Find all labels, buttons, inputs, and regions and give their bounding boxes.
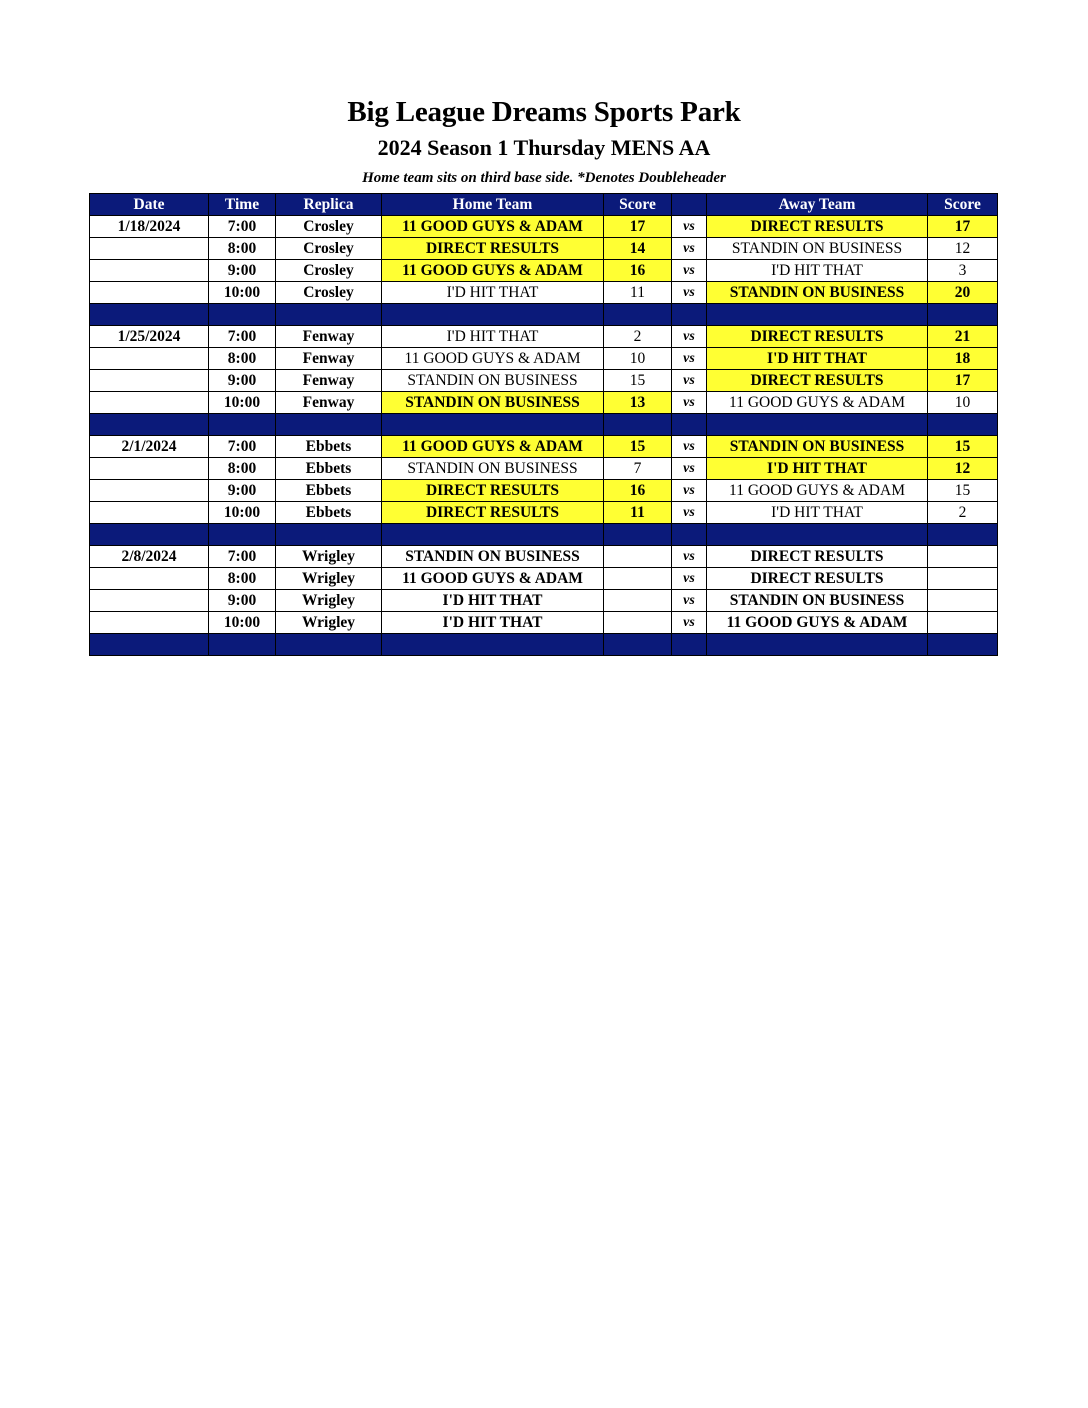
home-score-cell: 14 bbox=[604, 238, 672, 260]
replica-cell: Fenway bbox=[276, 370, 382, 392]
separator-cell bbox=[707, 524, 928, 546]
vs-cell: vs bbox=[672, 502, 707, 524]
separator-cell bbox=[276, 634, 382, 656]
separator-cell bbox=[209, 634, 276, 656]
separator-cell bbox=[276, 304, 382, 326]
time-cell: 7:00 bbox=[209, 216, 276, 238]
away-team-cell: STANDIN ON BUSINESS bbox=[707, 590, 928, 612]
separator-cell bbox=[382, 304, 604, 326]
home-score-cell: 10 bbox=[604, 348, 672, 370]
schedule-table bbox=[89, 193, 998, 656]
home-score-cell: 7 bbox=[604, 458, 672, 480]
home-team-cell: I'D HIT THAT bbox=[382, 326, 604, 348]
game-row bbox=[90, 348, 998, 370]
away-team-cell: DIRECT RESULTS bbox=[707, 216, 928, 238]
away-team-cell: 11 GOOD GUYS & ADAM bbox=[707, 392, 928, 414]
away-score-cell: 15 bbox=[928, 480, 998, 502]
date-cell bbox=[90, 568, 209, 590]
home-team-cell: I'D HIT THAT bbox=[382, 612, 604, 634]
date-cell bbox=[90, 612, 209, 634]
col-header-home-team: Home Team bbox=[382, 194, 604, 216]
separator-cell bbox=[672, 634, 707, 656]
away-score-cell bbox=[928, 546, 998, 568]
away-score-cell bbox=[928, 590, 998, 612]
game-row bbox=[90, 326, 998, 348]
away-score-cell: 15 bbox=[928, 436, 998, 458]
home-score-cell bbox=[604, 546, 672, 568]
time-cell: 9:00 bbox=[209, 370, 276, 392]
game-row bbox=[90, 612, 998, 634]
col-header-replica: Replica bbox=[276, 194, 382, 216]
game-row bbox=[90, 458, 998, 480]
time-cell: 7:00 bbox=[209, 436, 276, 458]
home-score-cell: 13 bbox=[604, 392, 672, 414]
time-cell: 10:00 bbox=[209, 392, 276, 414]
home-team-cell: STANDIN ON BUSINESS bbox=[382, 458, 604, 480]
time-cell: 8:00 bbox=[209, 568, 276, 590]
away-team-cell: 11 GOOD GUYS & ADAM bbox=[707, 612, 928, 634]
vs-cell: vs bbox=[672, 326, 707, 348]
vs-cell: vs bbox=[672, 392, 707, 414]
replica-cell: Ebbets bbox=[276, 458, 382, 480]
away-score-cell: 10 bbox=[928, 392, 998, 414]
away-score-cell: 20 bbox=[928, 282, 998, 304]
away-score-cell: 17 bbox=[928, 370, 998, 392]
replica-cell: Ebbets bbox=[276, 480, 382, 502]
home-score-cell: 15 bbox=[604, 436, 672, 458]
col-header-away-team: Away Team bbox=[707, 194, 928, 216]
home-team-cell: 11 GOOD GUYS & ADAM bbox=[382, 436, 604, 458]
separator-cell bbox=[90, 304, 209, 326]
replica-cell: Crosley bbox=[276, 216, 382, 238]
home-team-cell: STANDIN ON BUSINESS bbox=[382, 370, 604, 392]
game-row bbox=[90, 238, 998, 260]
game-row bbox=[90, 546, 998, 568]
separator-cell bbox=[604, 524, 672, 546]
separator-cell bbox=[382, 634, 604, 656]
col-header-away-score: Score bbox=[928, 194, 998, 216]
home-score-cell: 11 bbox=[604, 502, 672, 524]
away-score-cell bbox=[928, 612, 998, 634]
date-cell bbox=[90, 458, 209, 480]
home-score-cell bbox=[604, 568, 672, 590]
home-score-cell: 15 bbox=[604, 370, 672, 392]
away-score-cell: 17 bbox=[928, 216, 998, 238]
vs-cell: vs bbox=[672, 458, 707, 480]
time-cell: 10:00 bbox=[209, 282, 276, 304]
away-team-cell: STANDIN ON BUSINESS bbox=[707, 238, 928, 260]
separator-cell bbox=[928, 634, 998, 656]
replica-cell: Wrigley bbox=[276, 590, 382, 612]
vs-cell: vs bbox=[672, 568, 707, 590]
date-cell bbox=[90, 392, 209, 414]
separator-cell bbox=[672, 304, 707, 326]
away-team-cell: 11 GOOD GUYS & ADAM bbox=[707, 480, 928, 502]
replica-cell: Fenway bbox=[276, 348, 382, 370]
home-team-cell: STANDIN ON BUSINESS bbox=[382, 392, 604, 414]
replica-cell: Fenway bbox=[276, 392, 382, 414]
home-team-cell: 11 GOOD GUYS & ADAM bbox=[382, 348, 604, 370]
home-score-cell bbox=[604, 612, 672, 634]
away-team-cell: STANDIN ON BUSINESS bbox=[707, 436, 928, 458]
away-score-cell: 2 bbox=[928, 502, 998, 524]
date-cell bbox=[90, 502, 209, 524]
home-team-cell: 11 GOOD GUYS & ADAM bbox=[382, 260, 604, 282]
vs-cell: vs bbox=[672, 282, 707, 304]
home-team-cell: I'D HIT THAT bbox=[382, 590, 604, 612]
date-cell: 2/8/2024 bbox=[90, 546, 209, 568]
replica-cell: Wrigley bbox=[276, 612, 382, 634]
col-header-date: Date bbox=[90, 194, 209, 216]
game-row bbox=[90, 370, 998, 392]
separator-cell bbox=[707, 414, 928, 436]
schedule-body bbox=[90, 216, 998, 656]
game-row bbox=[90, 590, 998, 612]
week-separator-row bbox=[90, 304, 998, 326]
away-score-cell bbox=[928, 568, 998, 590]
separator-cell bbox=[707, 634, 928, 656]
separator-cell bbox=[209, 304, 276, 326]
separator-cell bbox=[672, 524, 707, 546]
separator-cell bbox=[707, 304, 928, 326]
separator-cell bbox=[604, 634, 672, 656]
time-cell: 7:00 bbox=[209, 546, 276, 568]
home-team-cell: 11 GOOD GUYS & ADAM bbox=[382, 568, 604, 590]
home-team-cell: 11 GOOD GUYS & ADAM bbox=[382, 216, 604, 238]
time-cell: 10:00 bbox=[209, 612, 276, 634]
vs-cell: vs bbox=[672, 370, 707, 392]
away-team-cell: I'D HIT THAT bbox=[707, 458, 928, 480]
vs-cell: vs bbox=[672, 612, 707, 634]
date-cell bbox=[90, 260, 209, 282]
separator-cell bbox=[209, 524, 276, 546]
game-row bbox=[90, 480, 998, 502]
replica-cell: Crosley bbox=[276, 260, 382, 282]
date-cell: 1/25/2024 bbox=[90, 326, 209, 348]
time-cell: 10:00 bbox=[209, 502, 276, 524]
separator-cell bbox=[928, 414, 998, 436]
home-team-cell: DIRECT RESULTS bbox=[382, 238, 604, 260]
time-cell: 8:00 bbox=[209, 238, 276, 260]
col-header-time: Time bbox=[209, 194, 276, 216]
date-cell bbox=[90, 348, 209, 370]
separator-cell bbox=[672, 414, 707, 436]
separator-cell bbox=[604, 304, 672, 326]
vs-cell: vs bbox=[672, 216, 707, 238]
home-team-cell: STANDIN ON BUSINESS bbox=[382, 546, 604, 568]
col-header-vs bbox=[672, 194, 707, 216]
away-score-cell: 18 bbox=[928, 348, 998, 370]
date-cell bbox=[90, 238, 209, 260]
home-team-cell: I'D HIT THAT bbox=[382, 282, 604, 304]
replica-cell: Wrigley bbox=[276, 568, 382, 590]
week-separator-row bbox=[90, 414, 998, 436]
game-row bbox=[90, 436, 998, 458]
time-cell: 8:00 bbox=[209, 348, 276, 370]
page-title: Big League Dreams Sports Park bbox=[347, 96, 741, 128]
game-row bbox=[90, 216, 998, 238]
vs-cell: vs bbox=[672, 436, 707, 458]
page-subtitle: 2024 Season 1 Thursday MENS AA bbox=[377, 135, 711, 160]
separator-cell bbox=[209, 414, 276, 436]
date-cell: 1/18/2024 bbox=[90, 216, 209, 238]
date-cell bbox=[90, 370, 209, 392]
vs-cell: vs bbox=[672, 348, 707, 370]
separator-cell bbox=[604, 414, 672, 436]
game-row bbox=[90, 282, 998, 304]
away-team-cell: DIRECT RESULTS bbox=[707, 546, 928, 568]
replica-cell: Wrigley bbox=[276, 546, 382, 568]
replica-cell: Fenway bbox=[276, 326, 382, 348]
away-team-cell: I'D HIT THAT bbox=[707, 348, 928, 370]
home-score-cell: 11 bbox=[604, 282, 672, 304]
away-team-cell: I'D HIT THAT bbox=[707, 260, 928, 282]
separator-cell bbox=[382, 414, 604, 436]
date-cell bbox=[90, 480, 209, 502]
home-score-cell: 16 bbox=[604, 260, 672, 282]
replica-cell: Crosley bbox=[276, 282, 382, 304]
away-team-cell: DIRECT RESULTS bbox=[707, 370, 928, 392]
away-score-cell: 12 bbox=[928, 238, 998, 260]
home-score-cell: 16 bbox=[604, 480, 672, 502]
away-score-cell: 21 bbox=[928, 326, 998, 348]
time-cell: 9:00 bbox=[209, 260, 276, 282]
separator-cell bbox=[276, 524, 382, 546]
date-cell bbox=[90, 282, 209, 304]
replica-cell: Ebbets bbox=[276, 502, 382, 524]
time-cell: 9:00 bbox=[209, 480, 276, 502]
time-cell: 7:00 bbox=[209, 326, 276, 348]
away-team-cell: DIRECT RESULTS bbox=[707, 568, 928, 590]
home-score-cell bbox=[604, 590, 672, 612]
vs-cell: vs bbox=[672, 260, 707, 282]
schedule-note: Home team sits on third base side. *Denotes Doubleheader bbox=[362, 170, 726, 186]
header-row bbox=[90, 194, 998, 216]
time-cell: 9:00 bbox=[209, 590, 276, 612]
separator-cell bbox=[90, 634, 209, 656]
date-cell: 2/1/2024 bbox=[90, 436, 209, 458]
col-header-home-score: Score bbox=[604, 194, 672, 216]
separator-cell bbox=[928, 304, 998, 326]
week-separator-row bbox=[90, 634, 998, 656]
home-score-cell: 17 bbox=[604, 216, 672, 238]
replica-cell: Crosley bbox=[276, 238, 382, 260]
home-team-cell: DIRECT RESULTS bbox=[382, 502, 604, 524]
game-row bbox=[90, 502, 998, 524]
game-row bbox=[90, 568, 998, 590]
separator-cell bbox=[90, 414, 209, 436]
game-row bbox=[90, 392, 998, 414]
away-score-cell: 3 bbox=[928, 260, 998, 282]
vs-cell: vs bbox=[672, 546, 707, 568]
vs-cell: vs bbox=[672, 590, 707, 612]
date-cell bbox=[90, 590, 209, 612]
vs-cell: vs bbox=[672, 480, 707, 502]
home-score-cell: 2 bbox=[604, 326, 672, 348]
game-row bbox=[90, 260, 998, 282]
replica-cell: Ebbets bbox=[276, 436, 382, 458]
away-score-cell: 12 bbox=[928, 458, 998, 480]
vs-cell: vs bbox=[672, 238, 707, 260]
home-team-cell: DIRECT RESULTS bbox=[382, 480, 604, 502]
time-cell: 8:00 bbox=[209, 458, 276, 480]
away-team-cell: STANDIN ON BUSINESS bbox=[707, 282, 928, 304]
week-separator-row bbox=[90, 524, 998, 546]
separator-cell bbox=[276, 414, 382, 436]
separator-cell bbox=[928, 524, 998, 546]
away-team-cell: I'D HIT THAT bbox=[707, 502, 928, 524]
separator-cell bbox=[90, 524, 209, 546]
separator-cell bbox=[382, 524, 604, 546]
away-team-cell: DIRECT RESULTS bbox=[707, 326, 928, 348]
